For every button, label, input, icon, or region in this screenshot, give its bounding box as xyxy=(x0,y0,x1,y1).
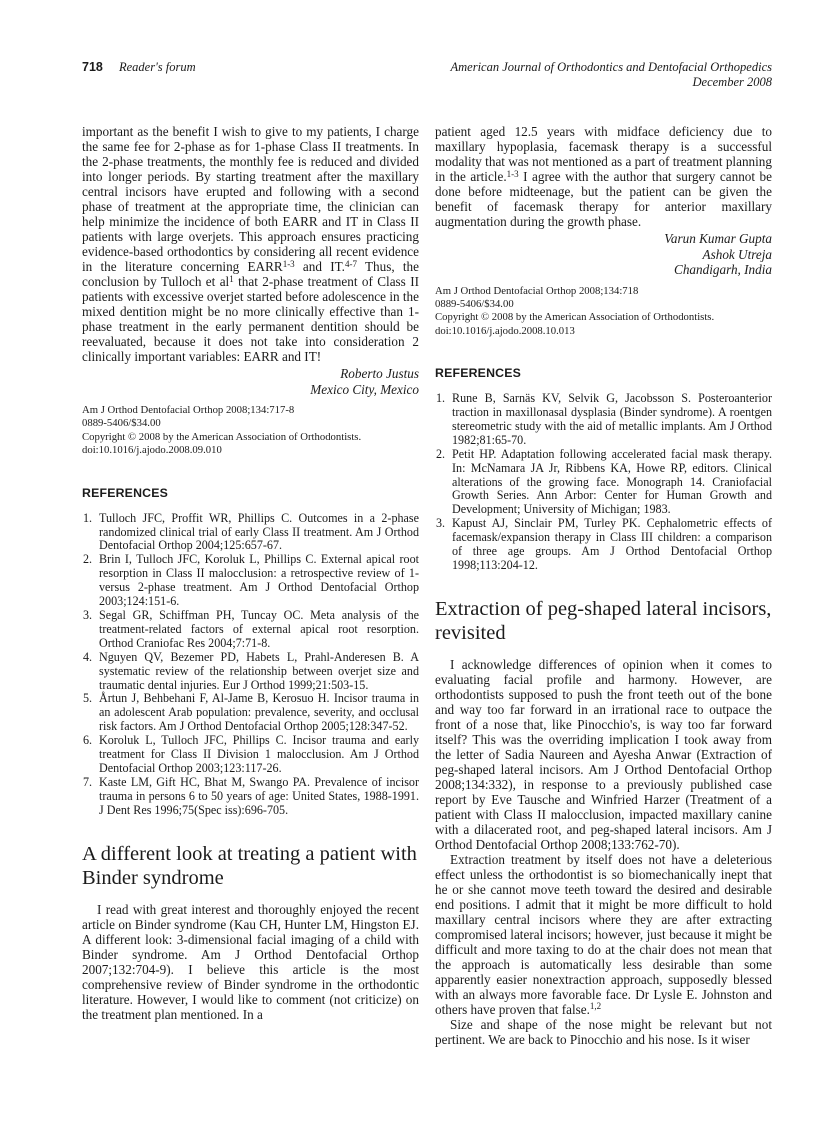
reference-number: 2. xyxy=(436,446,446,461)
peg-letter-paragraph-1: I acknowledge differences of opinion when it comes to evaluating facial profile and harmony. However, are orthodontists supposed to push the front teeth out of the bone and way too far forward in an irrational race to outpace the front of a nose that, like Pinocchio's, is way too far forward itself? This was the overriding implication I took away from the letter of Sadia Naureen and Ayesha Anwar (Extraction of peg-shaped lateral incisors. Am J Orthod Dentofacial Orthop 2008;134:332), in response to a previously published case report by Eve Tausche and Winfried Harzer (Treatment of a patient with Class II malocclusion, impacted maxillary canine with a dilacerated root, and peg-shaped lateral incisors. Am J Orthod Dentofacial Orthop 2008;133:762-70). xyxy=(435,656,772,852)
citation-line: doi:10.1016/j.ajodo.2008.09.010 xyxy=(82,444,222,457)
citation-line: 0889-5406/$34.00 xyxy=(435,297,514,310)
right-column xyxy=(435,124,772,1047)
letter-title-peg-shaped-incisors: Extraction of peg-shaped lateral incisors, revisited xyxy=(435,597,772,645)
letter-continuation-paragraph xyxy=(435,124,772,229)
reference-text: Petit HP. Adaptation following accelerated facial mask therapy. In: McNamara JA Jr, Ribbens KA, Howe RP, editors. Clinical alterations of the growing face. Monograph 14. Craniofacial Growth Series. Ann Arbor: Center for Human Growth and Development; University of Michigan; 1983. xyxy=(452,446,772,517)
citation-line: 0889-5406/$34.00 xyxy=(82,417,161,430)
references-list xyxy=(82,512,419,818)
citation-block xyxy=(82,404,419,458)
signoff-author: Ashok Utreja xyxy=(702,246,772,262)
paragraph-text: Thus, the conclusion by Tulloch et al xyxy=(82,259,420,289)
paragraph-text: patient aged 12.5 years with midface deficiency due to maxillary hypoplasia, facemask therapy is a successful modality that was not mentioned as a part of treatment planning in the article. xyxy=(435,124,772,184)
reference-superscript: 1-3 xyxy=(506,168,519,179)
reference-superscript: 1 xyxy=(229,273,234,284)
reference-item xyxy=(82,776,419,818)
paragraph-text: and IT. xyxy=(294,259,345,274)
paragraph-text: I agree with the author that surgery cannot be done before midteenage, but the patient can be given the benefit of facemask therapy for anterior maxillary augmentation during the growth phase. xyxy=(435,169,773,229)
binder-letter-paragraph: I read with great interest and thoroughly enjoyed the recent article on Binder syndrome (Kau CH, Hunter LM, Hingston EJ. A different look: 3-dimensional facial imaging of a child with Binder syndrome. Am J Orthod Dentofacial Orthop 2007;132:704-9). I believe this article is the most comprehensive review of Binder syndrome in the orthodontic literature. However, I would like to comment (not criticize) on the treatment plan mentioned. In a xyxy=(82,901,419,1022)
reference-text: Rune B, Sarnäs KV, Selvik G, Jacobsson S. Posteroanterior traction in maxillonasal dysplasia (Binder syndrome). A roentgen stereometric study with the aid of metallic implants. Am J Orthod 1982;81:65-70. xyxy=(452,391,772,447)
references-heading: REFERENCES xyxy=(82,485,169,500)
reference-number: 7. xyxy=(83,774,93,789)
citation-line: Am J Orthod Dentofacial Orthop 2008;134:717-8 xyxy=(82,404,295,416)
left-column xyxy=(82,124,419,1047)
reference-item xyxy=(82,651,419,693)
references-heading: REFERENCES xyxy=(435,366,522,381)
reference-item xyxy=(82,692,419,734)
issue-date: December 2008 xyxy=(692,75,772,89)
reference-text: Nguyen QV, Bezemer PD, Habets L, Prahl-Anderesen B. A systematic review of the relationship between overjet size and traumatic dental injuries. Eur J Orthod 1999;21:503-15. xyxy=(99,649,419,692)
signoff-location: Mexico City, Mexico xyxy=(310,381,419,397)
reference-item xyxy=(82,553,419,609)
letter-continuation-paragraph xyxy=(82,124,419,364)
letter-signoff xyxy=(82,366,419,397)
letter-signoff xyxy=(435,231,772,278)
reference-text: Kapust AJ, Sinclair PM, Turley PK. Cephalometric effects of facemask/expansion therapy in Class III children: a comparison of three age groups. Am J Orthod Dentofacial Orthop 1998;113:204-12. xyxy=(452,516,772,572)
reference-text: Årtun J, Behbehani F, Al-Jame B, Kerosuo H. Incisor trauma in an adolescent Arab population: prevalence, severity, and occlusal risk factors. Am J Orthod Dentofacial Orthop 2005;128:347-52. xyxy=(99,691,419,734)
page-number: 718 xyxy=(82,60,103,74)
citation-block xyxy=(435,285,772,339)
reference-text: Brin I, Tulloch JFC, Koroluk L, Phillips C. External apical root resorption in Class II malocclusion: a retrospective review of 1- versus 2-phase treatment. Am J Orthod Dentofacial Orthop 2003;124:151-6. xyxy=(99,552,419,609)
running-section-title: Reader's forum xyxy=(118,60,196,74)
peg-letter-paragraph-2 xyxy=(435,852,772,1017)
reference-number: 3. xyxy=(436,516,446,531)
signoff-author: Varun Kumar Gupta xyxy=(664,231,772,246)
reference-text: Koroluk L, Tulloch JFC, Phillips C. Incisor trauma and early treatment for Class II Division 1 malocclusion. Am J Orthod Dentofacial Orthop 2003;123:117-26. xyxy=(99,733,419,775)
reference-superscript: 1,2 xyxy=(589,1001,602,1012)
reference-item xyxy=(82,734,419,776)
letter-title-binder-syndrome: A different look at treating a patient with Binder syndrome xyxy=(82,842,417,890)
running-head-right xyxy=(451,60,773,90)
reference-text: Tulloch JFC, Proffit WR, Phillips C. Outcomes in a 2-phase randomized clinical trial of early Class II treatment. Am J Orthod Dentofacial Orthop 2004;125:657-67. xyxy=(99,510,419,553)
page-header xyxy=(82,60,772,90)
reference-item xyxy=(435,392,772,448)
citation-line: doi:10.1016/j.ajodo.2008.10.013 xyxy=(435,324,575,337)
running-head-left xyxy=(82,60,196,74)
signoff-author: Roberto Justus xyxy=(340,366,419,381)
reference-item xyxy=(435,448,772,518)
reference-item xyxy=(82,609,419,651)
reference-item xyxy=(435,517,772,573)
peg-letter-paragraph-3: Size and shape of the nose might be relevant but not pertinent. We are back to Pinocchio and his nose. Is it wiser xyxy=(435,1016,772,1047)
paragraph-text: Extraction treatment by itself does not have a deleterious effect unless the orthodontist is so biomechanically inept that he or she cannot move teeth toward the desired and desirable end positions. I admit that it might be more difficult to hold maxillary central incisors where they are after extracting compromised lateral incisors; however, just because it might be difficult and more taxing to do at the chair does not mean that the approach is automatically less desirable than some apparently easier nonextraction approach, supposedly blessed with an always more favorable face. Dr Lysle E. Johnston and others have proven that false. xyxy=(435,851,772,1017)
citation-line: Copyright © 2008 by the American Association of Orthodontists. xyxy=(82,430,362,443)
reference-number: 4. xyxy=(83,649,93,664)
reference-text: Segal GR, Schiffman PH, Tuncay OC. Meta analysis of the treatment-related factors of external apical root resorption. Orthod Craniofac Res 2004;7:71-8. xyxy=(99,607,419,650)
reference-text: Kaste LM, Gift HC, Bhat M, Swango PA. Prevalence of incisor trauma in persons 6 to 50 years of age: United States, 1988-1991. J Dent Res 1996;75(Spec iss):696-705. xyxy=(99,774,419,817)
citation-line: Am J Orthod Dentofacial Orthop 2008;134:718 xyxy=(435,284,639,297)
reference-number: 1. xyxy=(436,391,446,406)
signoff-location: Chandigarh, India xyxy=(674,262,772,277)
two-column-layout xyxy=(82,124,772,1047)
citation-line: Copyright © 2008 by the American Association of Orthodontists. xyxy=(435,311,715,324)
reference-superscript: 4-7 xyxy=(344,258,357,269)
reference-number: 6. xyxy=(83,733,93,748)
reference-item xyxy=(82,512,419,554)
journal-title: American Journal of Orthodontics and Dentofacial Orthopedics xyxy=(450,60,772,74)
reference-number: 2. xyxy=(83,552,93,567)
paragraph-text: that 2-phase treatment of Class II patients with excessive overjet started before adolescence in the mixed dentition might be no more clinically effective than 1-phase treatment in the early permanent dentition should be reevaluated, because it does not take into consideration 2 clinically important variables: EARR and IT! xyxy=(82,274,419,364)
reference-superscript: 1-3 xyxy=(282,258,295,269)
reference-number: 1. xyxy=(83,510,93,525)
reference-number: 3. xyxy=(83,607,93,622)
reference-number: 5. xyxy=(83,691,93,706)
paragraph-text: important as the benefit I wish to give to my patients, I charge the same fee for 2-phase as for 1-phase Class II treatments. In the 2-phase treatments, the monthly fee is reduced and divided into longer periods. By starting treatment after the maxillary central incisors have erupted and following with a second phase of treatment at the appropriate time, the clinician can help minimize the incidence of both EARR and IT in Class II patients with large overjets. This approach ensures practicing evidence-based orthodontics by considering all recent evidence in the literature concerning EARR xyxy=(82,124,419,274)
references-list xyxy=(435,392,772,573)
